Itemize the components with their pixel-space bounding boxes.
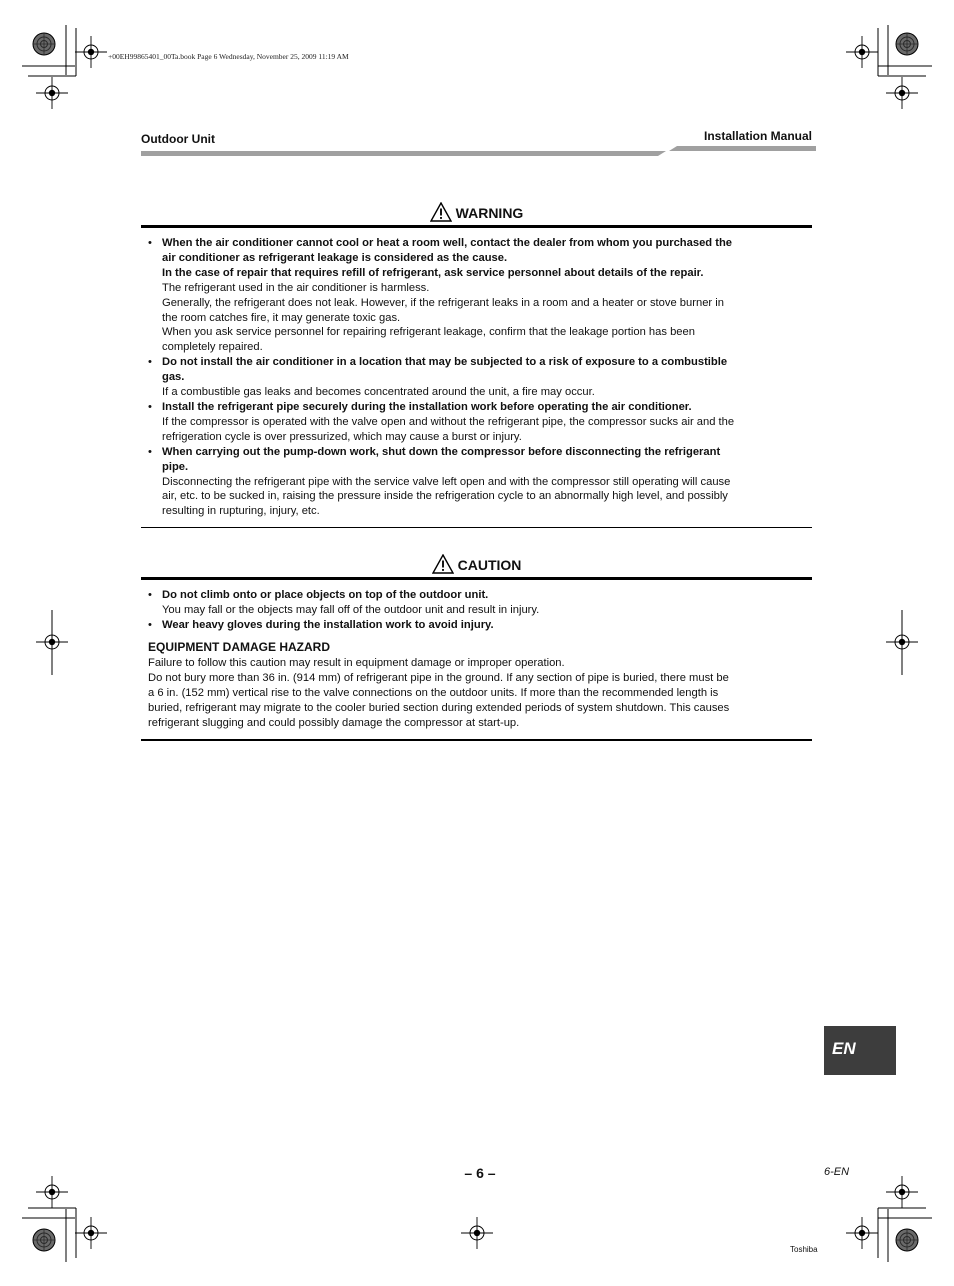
language-tab-label: EN (832, 1039, 856, 1058)
registration-mark-icon (846, 36, 878, 68)
caution-bottom-rule (141, 739, 812, 741)
list-item: • When the air conditioner cannot cool or heat a room well, contact the dealer from whom you purchased the air conditioner as refrigerant leakage is considered as the cause. In the case of repair that requires refill of refrigerant, ask service personnel about details of the repair. The refrigerant used in the air conditioner is harmless. Generally, the refrigerant does not leak. However, if the refrigerant leaks in a room and a heater or stove burner in the room catches fire, it may generate toxic gas. When you ask service personnel for repairing refrigerant leakage, confirm that the leakage portion has been completely repaired. (148, 236, 812, 355)
caution-item-bold-line: Wear heavy gloves during the installation work to avoid injury. (162, 618, 494, 631)
equipment-damage-line: Failure to follow this caution may result in equipment damage or improper operation. (148, 657, 565, 669)
caution-title: CAUTION (457, 557, 522, 573)
warning-item-bold-line: Do not install the air conditioner in a location that may be subjected to a risk of exposure to a combustible (162, 356, 728, 369)
equipment-damage-line: buried, refrigerant may migrate to the cooler buried section during extended periods of system shutdown. This causes (148, 701, 730, 714)
print-info: +00EH99865401_00Ta.book Page 6 Wednesday, November 25, 2009 11:19 AM (108, 52, 349, 61)
warning-item-text-line: refrigeration cycle is over pressurized, which may cause a burst or injury. (162, 430, 522, 443)
registration-mark-icon (846, 1217, 878, 1249)
equipment-damage-line: Do not bury more than 36 in. (914 mm) of refrigerant pipe in the ground. If any section of pipe is buried, there must be (148, 671, 729, 684)
warning-item-text-line: resulting in rupturing, injury, etc. (162, 505, 320, 518)
equipment-damage-title: EQUIPMENT DAMAGE HAZARD (148, 640, 330, 654)
list-item: • Do not install the air conditioner in a location that may be subjected to a risk of exposure to a combustible gas. If a combustible gas leaks and becomes concentrated around the unit, a fire may occur. (148, 355, 812, 400)
equipment-damage-line: a 6 in. (152 mm) vertical rise to the valve connections on the outdoor units. If more than the recommended length is (148, 686, 719, 699)
color-target-icon (33, 1229, 55, 1251)
caution-item-bold-line: Do not climb onto or place objects on top of the outdoor unit. (162, 589, 489, 601)
warning-item-text-line: the room catches fire, it may generate toxic gas. (162, 311, 401, 324)
warning-triangle-icon (430, 202, 452, 222)
warning-item-text-line: The refrigerant used in the air conditioner is harmless. (162, 281, 430, 294)
warning-item-bold-line: gas. (162, 371, 185, 384)
list-item: • Wear heavy gloves during the installation work to avoid injury. (148, 618, 812, 633)
warning-item-bold-line: pipe. (162, 460, 189, 473)
registration-mark-icon (461, 1217, 493, 1249)
header-section-name: Outdoor Unit (141, 132, 215, 146)
warning-item-bold-line: When carrying out the pump-down work, shut down the compressor before disconnecting the refrigerant (162, 445, 721, 458)
language-tab (824, 1026, 896, 1075)
warning-item-bold-line: air conditioner as refrigerant leakage is considered as the cause. (162, 251, 508, 264)
color-target-icon (896, 1229, 918, 1251)
list-item: • Do not climb onto or place objects on top of the outdoor unit. You may fall or the objects may fall off of the outdoor unit and result in injury. (148, 588, 812, 618)
registration-mark-icon (886, 1176, 918, 1208)
warning-list (148, 236, 812, 519)
warning-bottom-rule (141, 527, 812, 528)
caution-item-text-line: You may fall or the objects may fall off of the outdoor unit and result in injury. (162, 603, 540, 616)
registration-mark-icon (36, 1176, 68, 1208)
registration-mark-icon (36, 77, 68, 109)
caution-heading (141, 554, 812, 574)
warning-item-text-line: If a combustible gas leaks and becomes concentrated around the unit, a fire may occur. (162, 386, 595, 399)
warning-item-text-line: When you ask service personnel for repairing refrigerant leakage, confirm that the leakage portion has been (162, 326, 695, 339)
registration-mark-icon (75, 36, 107, 68)
registration-mark-icon (886, 77, 918, 109)
caution-top-rule (141, 577, 812, 580)
warning-top-rule (141, 225, 812, 228)
warning-item-bold-line: Install the refrigerant pipe securely during the installation work before operating the air conditioner. (162, 400, 692, 413)
warning-item-text-line: If the compressor is operated with the valve open and without the refrigerant pipe, the compressor sucks air and the (162, 415, 735, 428)
page-code: 6-EN (824, 1166, 850, 1178)
warning-item-text-line: air, etc. to be sucked in, raising the pressure inside the refrigeration cycle to an abnormally high level, and possibly (162, 490, 728, 503)
header-bar (141, 146, 816, 156)
color-target-icon (896, 33, 918, 55)
warning-item-text-line: completely repaired. (162, 341, 263, 354)
warning-heading (141, 202, 812, 222)
color-target-icon (33, 33, 55, 55)
warning-title: WARNING (455, 205, 524, 221)
warning-item-bold-line: When the air conditioner cannot cool or heat a room well, contact the dealer from whom you purchased the (162, 237, 733, 249)
registration-mark-icon (75, 1217, 107, 1249)
warning-item-text-line: Generally, the refrigerant does not leak. However, if the refrigerant leaks in a room and a heater or stove burner in (162, 296, 724, 309)
page-number: – 6 – (464, 1165, 496, 1181)
warning-triangle-icon (432, 554, 454, 574)
brand-name: Toshiba (790, 1245, 818, 1254)
header-document-name: Installation Manual (703, 129, 812, 143)
equipment-damage-text (148, 656, 812, 731)
warning-item-text-line: Disconnecting the refrigerant pipe with the service valve left open and with the compressor still operating will cause (162, 475, 731, 488)
caution-list (148, 588, 812, 633)
equipment-damage-line: refrigerant slugging and could possibly damage the compressor at start-up. (148, 716, 520, 729)
list-item: • Install the refrigerant pipe securely during the installation work before operating the air conditioner. If the compressor is operated with the valve open and without the refrigerant pipe, the compressor sucks air and the refrigeration cycle is over pressurized, which may cause a burst or injury. (148, 400, 812, 445)
warning-item-bold-line: In the case of repair that requires refill of refrigerant, ask service personnel about details of the repair. (162, 266, 704, 279)
list-item: • When carrying out the pump-down work, shut down the compressor before disconnecting the refrigerant pipe. Disconnecting the refrigerant pipe with the service valve left open and with the compressor still operating will cause air, etc. to be sucked in, raising the pressure inside the refrigeration cycle to an abnormally high level, and possibly resulting in rupturing, injury, etc. (148, 445, 812, 520)
